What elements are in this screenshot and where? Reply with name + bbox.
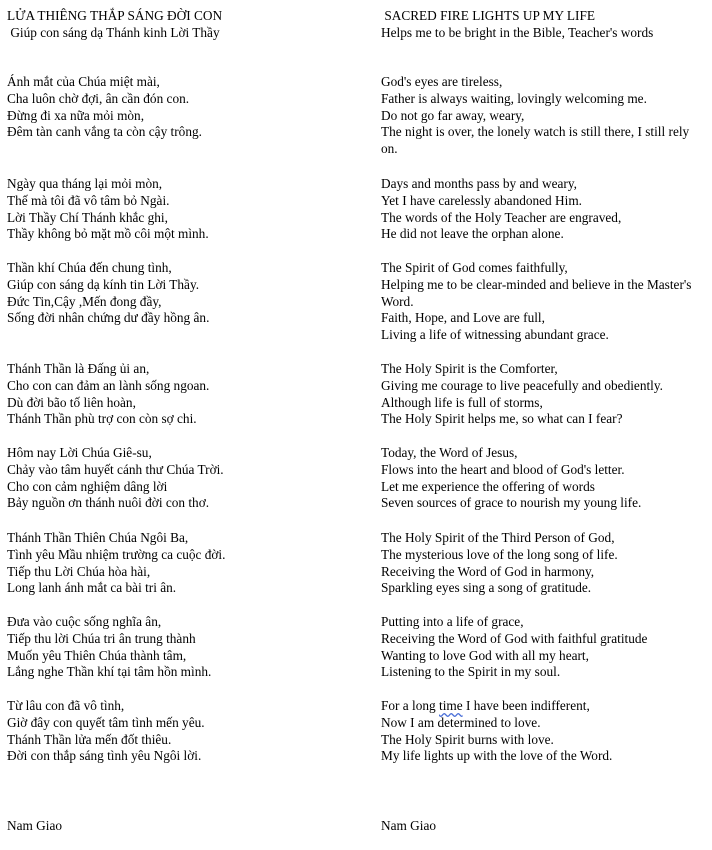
verse-fragment: For a long — [381, 698, 439, 713]
verse-line: Thánh Thần lửa mến đốt thiêu. — [7, 731, 172, 747]
verse-line: Giúp con sáng dạ kính tin Lời Thầy. — [7, 276, 200, 292]
english-author — [381, 818, 703, 835]
verse-line: The Holy Spirit is the Comforter, — [381, 361, 558, 376]
verse-line: Let me experience the offering of words — [381, 478, 595, 494]
verse-line: Tiếp thu Lời Chúa hòa hài, — [7, 563, 151, 579]
verse-line: Hôm nay Lời Chúa Giê-su, — [7, 445, 152, 460]
verse-line: Father is always waiting, lovingly welcoming me. — [381, 90, 647, 106]
verse-line: Receiving the Word of God in harmony, — [381, 563, 595, 579]
verse-fragment: I have been indifferent, — [462, 698, 590, 713]
verse-line: Receiving the Word of God with faithful gratitude — [381, 630, 648, 646]
verse-line: Muốn yêu Thiên Chúa thành tâm, — [7, 647, 187, 663]
verse-line: Bảy nguồn ơn thánh nuôi đời con thơ. — [7, 495, 210, 511]
verse-line: Tình yêu Mầu nhiệm trường ca cuộc đời. — [7, 546, 226, 562]
verse-line: Flows into the heart and blood of God's letter. — [381, 461, 625, 477]
verse-line: Faith, Hope, and Love are full, — [381, 310, 545, 326]
vietnamese-subtitle: Giúp con sáng dạ Thánh kinh Lời Thầy — [7, 24, 220, 40]
verse-line: Wanting to love God with all my heart, — [381, 647, 589, 663]
verse-line: The mysterious love of the long song of life. — [381, 546, 618, 562]
verse-line: God's eyes are tireless, — [381, 74, 503, 89]
verse-line: Thần khí Chúa đến chung tình, — [7, 260, 172, 275]
verse-line: Thầy không bỏ mặt mồ côi một mình. — [7, 226, 209, 242]
verse-line: Sparkling eyes sing a song of gratitude. — [381, 580, 592, 596]
vietnamese-stanza-1 — [7, 74, 369, 141]
verse-line: Từ lâu con đã vô tình, — [7, 698, 125, 713]
english-stanza-5 — [381, 445, 703, 512]
verse-line: He did not leave the orphan alone. — [381, 226, 564, 242]
verse-line: Do not go far away, weary, — [381, 107, 525, 123]
english-stanza-2 — [381, 176, 703, 243]
verse-line: Cho con cảm nghiệm dâng lời — [7, 478, 168, 494]
verse-line: Cho con can đảm an lành sống ngoan. — [7, 377, 210, 393]
verse-line: Days and months pass by and weary, — [381, 176, 577, 191]
verse-line: Chảy vào tâm huyết cánh thư Chúa Trời. — [7, 461, 224, 477]
verse-line: The Holy Spirit helps me, so what can I fear? — [381, 411, 623, 427]
verse-line: Đêm tàn canh vắng ta còn cậy trông. — [7, 124, 202, 140]
verse-line: Thánh Thần Thiên Chúa Ngôi Ba, — [7, 530, 189, 545]
english-stanza-1 — [381, 74, 703, 158]
verse-line: Dù đời bão tố liên hoàn, — [7, 394, 136, 410]
verse-line: Living a life of witnessing abundant grace. — [381, 327, 609, 343]
verse-line: Tiếp thu lời Chúa tri ân trung thành — [7, 630, 196, 646]
english-title: SACRED FIRE LIGHTS UP MY LIFE — [381, 8, 595, 23]
vietnamese-author — [7, 818, 369, 835]
verse-line: Yet I have carelessly abandoned Him. — [381, 192, 582, 208]
verse-line: Đừng đi xa nữa mỏi mòn, — [7, 107, 145, 123]
verse-line: Ánh mắt của Chúa miệt mài, — [7, 74, 160, 89]
verse-line: Lời Thầy Chí Thánh khắc ghi, — [7, 209, 168, 225]
vietnamese-stanza-3 — [7, 260, 369, 327]
english-stanza-4 — [381, 361, 703, 428]
verse-line: The words of the Holy Teacher are engraved, — [381, 209, 622, 225]
verse-line: The Holy Spirit burns with love. — [381, 731, 554, 747]
verse-line: Giving me courage to live peacefully and obediently. — [381, 377, 663, 393]
verse-line: My life lights up with the love of the Word. — [381, 748, 613, 764]
vietnamese-stanza-8 — [7, 698, 369, 765]
vietnamese-header — [7, 8, 369, 42]
verse-line: Giờ đây con quyết tâm tình mến yêu. — [7, 714, 205, 730]
verse-line: Today, the Word of Jesus, — [381, 445, 518, 460]
vietnamese-stanza-7 — [7, 614, 369, 681]
verse-line — [381, 698, 703, 715]
verse-line: Thế mà tôi đã vô tâm bỏ Ngài. — [7, 192, 170, 208]
verse-line: Putting into a life of grace, — [381, 614, 524, 629]
spellcheck-underlined-word: time — [439, 698, 463, 713]
verse-line: Ngày qua tháng lại mỏi mòn, — [7, 176, 163, 191]
verse-line: Helping me to be clear-minded and believe in the Master's Word. — [381, 276, 692, 309]
english-stanza-3 — [381, 260, 703, 344]
verse-line: Đời con thắp sáng tình yêu Ngôi lời. — [7, 748, 202, 764]
verse-line: Thánh Thần phù trợ con còn sợ chi. — [7, 411, 197, 427]
vietnamese-title: LỬA THIÊNG THẮP SÁNG ĐỜI CON — [7, 8, 223, 23]
english-stanza-6 — [381, 530, 703, 597]
verse-line: Cha luôn chờ đợi, ân cần đón con. — [7, 90, 190, 106]
verse-line: Sống đời nhân chứng dư đầy hồng ân. — [7, 310, 210, 326]
verse-line: The Holy Spirit of the Third Person of God, — [381, 530, 615, 545]
vietnamese-stanza-5 — [7, 445, 369, 512]
verse-line: Long lanh ánh mắt ca bài tri ân. — [7, 580, 177, 596]
verse-line: The night is over, the lonely watch is still there, I still rely on. — [381, 124, 690, 157]
english-stanza-8 — [381, 698, 703, 765]
vietnamese-stanza-2 — [7, 176, 369, 243]
verse-line: Thánh Thần là Đấng ủi an, — [7, 361, 150, 376]
verse-line: Listening to the Spirit in my soul. — [381, 664, 561, 680]
verse-line: The Spirit of God comes faithfully, — [381, 260, 568, 275]
verse-line: Seven sources of grace to nourish my young life. — [381, 495, 642, 511]
author-name: Nam Giao — [7, 818, 63, 833]
verse-line: Lắng nghe Thần khí tại tâm hồn mình. — [7, 664, 212, 680]
verse-line: Đưa vào cuộc sống nghĩa ân, — [7, 614, 162, 629]
author-name: Nam Giao — [381, 818, 437, 833]
vietnamese-stanza-6 — [7, 530, 369, 597]
english-subtitle: Helps me to be bright in the Bible, Teacher's words — [381, 24, 654, 40]
verse-line: Đức Tin,Cậy ,Mến đong đầy, — [7, 293, 162, 309]
verse-line: Now I am determined to love. — [381, 714, 541, 730]
english-stanza-7 — [381, 614, 703, 681]
english-header — [381, 8, 703, 42]
vietnamese-stanza-4 — [7, 361, 369, 428]
verse-line: Although life is full of storms, — [381, 394, 543, 410]
